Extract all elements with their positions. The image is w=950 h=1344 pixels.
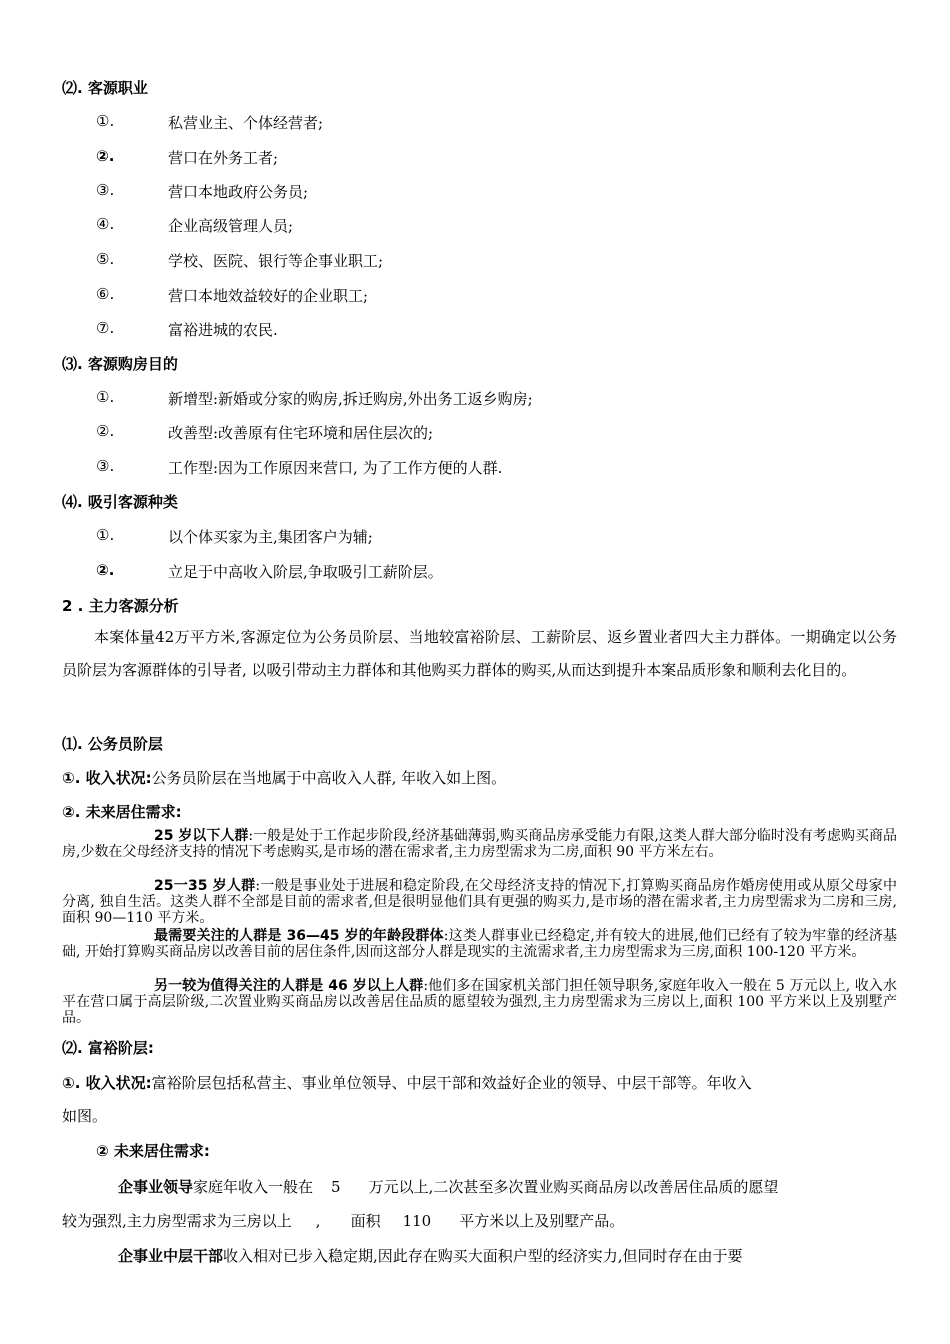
list-marker: ⑦. xyxy=(96,319,115,337)
leader-line-2 xyxy=(62,1210,624,1231)
age-group-under-25 xyxy=(62,828,897,860)
leader-text-e: , xyxy=(315,1212,321,1230)
rich-income-line xyxy=(62,1072,752,1093)
leader-text-b: 5 xyxy=(331,1178,341,1196)
list-marker: ②. xyxy=(96,422,115,440)
leader-text-c: 万元以上,二次甚至多次置业购买商品房以改善居住品质的愿望 xyxy=(368,1178,779,1196)
analysis-paragraph-text: 本案体量42万平方米,客源定位为公务员阶层、当地较富裕阶层、工薪阶层、返乡置业者四大主力群体。一期确定以公务员阶层为客源群体的引导者, 以吸引带动主力群体和其他购买力群体的购买,从而达到提升本案品质形象和顺利去化目的。 xyxy=(62,628,897,679)
list-text: 富裕进城的农民. xyxy=(168,321,278,339)
age-group-label: 最需要关注的人群是 36—45 岁的年龄段群体 xyxy=(154,928,444,944)
list-marker: ①. xyxy=(96,388,115,406)
leader-text-d: 较为强烈,主力房型需求为三房以上 xyxy=(62,1212,292,1230)
list-marker: ④. xyxy=(96,215,115,233)
age-group-46-plus xyxy=(62,978,897,1026)
age-group-label: 25一35 岁人群 xyxy=(154,878,256,894)
rich-income-label: ①. 收入状况: xyxy=(62,1074,152,1092)
list-marker: ③. xyxy=(96,181,115,199)
list-marker: ②. xyxy=(96,147,115,165)
leader-text-a: 家庭年收入一般在 xyxy=(193,1178,314,1196)
section-heading-main-analysis: 2 . 主力客源分析 xyxy=(62,597,179,615)
section-heading-civil-servants: ⑴. 公务员阶层 xyxy=(62,735,163,753)
list-marker: ②. xyxy=(96,561,115,579)
list-marker: ①. xyxy=(96,526,115,544)
list-text: 工作型:因为工作原因来营口, 为了工作方便的人群. xyxy=(168,459,503,477)
age-group-36-45 xyxy=(62,928,897,960)
rich-future-label: ② 未来居住需求: xyxy=(96,1142,210,1160)
civil-future-label: ②. 未来居住需求: xyxy=(62,803,182,821)
section-heading-purpose: ⑶. 客源购房目的 xyxy=(62,355,178,373)
list-text: 企业高级管理人员; xyxy=(168,217,294,235)
mid-manager-text: 收入相对已步入稳定期,因此存在购买大面积户型的经济实力,但同时存在由于要 xyxy=(223,1247,743,1265)
age-group-label: 另一较为值得关注的人群是 46 岁以上人群 xyxy=(154,978,424,994)
list-marker: ①. xyxy=(96,112,115,130)
mid-manager-label: 企事业中层干部 xyxy=(118,1247,224,1265)
leader-text-g: 110 xyxy=(402,1212,432,1230)
list-text: 营口在外务工者; xyxy=(168,149,279,167)
list-text: 立足于中高收入阶层,争取吸引工薪阶层。 xyxy=(168,563,443,581)
leader-text-h: 平方米以上及别墅产品。 xyxy=(459,1212,625,1230)
list-text: 改善型:改善原有住宅环境和居住层次的; xyxy=(168,424,434,442)
list-marker: ⑥. xyxy=(96,285,115,303)
list-marker: ⑤. xyxy=(96,250,115,268)
list-text: 以个体买家为主,集团客户为辅; xyxy=(168,528,373,546)
age-group-text: :他们多在国家机关部门担任领导职务,家庭年收入一般在 5 万元以上, 收入水平在营口属于高层阶级,二次置业购买商品房以改善居住品质的愿望较为强烈,主力房型需求为三房以上,面积 100 平方米以上及别墅产品。 xyxy=(62,978,898,1026)
civil-income-line xyxy=(62,767,506,788)
age-group-label: 25 岁以下人群 xyxy=(154,828,249,844)
list-text: 新增型:新婚或分家的购房,拆迁购房,外出务工返乡购房; xyxy=(168,390,533,408)
leader-line-1 xyxy=(118,1176,778,1197)
civil-income-label: ①. 收入状况: xyxy=(62,769,152,787)
civil-income-text: 公务员阶层在当地属于中高收入人群, 年收入如上图。 xyxy=(151,769,507,787)
list-text: 私营业主、个体经营者; xyxy=(168,114,324,132)
list-text: 营口本地效益较好的企业职工; xyxy=(168,287,369,305)
section-heading-occupation: ⑵. 客源职业 xyxy=(62,79,148,97)
rich-income-continuation: 如图。 xyxy=(62,1107,108,1125)
mid-manager-line xyxy=(118,1245,743,1266)
list-marker: ③. xyxy=(96,457,115,475)
section-heading-customer-type: ⑷. 吸引客源种类 xyxy=(62,493,178,511)
analysis-paragraph xyxy=(62,621,897,687)
leader-text-f: 面积 xyxy=(350,1212,381,1230)
age-group-25-35 xyxy=(62,878,897,926)
list-text: 营口本地政府公务员; xyxy=(168,183,309,201)
list-text: 学校、医院、银行等企事业职工; xyxy=(168,252,384,270)
age-group-text: :一般是处于工作起步阶段,经济基础薄弱,购买商品房承受能力有限,这类人群大部分临时没有考虑购买商品房,少数在父母经济支持的情况下考虑购买,是市场的潜在需求者,主力房型需求为二房,面积 90 平方米左右。 xyxy=(62,828,897,860)
age-group-text: :一般是事业处于进展和稳定阶段,在父母经济支持的情况下,打算购买商品房作婚房使用或从原父母家中分离, 独自生活。这类人群不全部是目前的需求者,但是很明显他们具有更强的购买力,是市场的潜在需求者,主力房型需求为二房和三房,面积 90—110 平方米。 xyxy=(62,878,897,926)
leader-label: 企事业领导 xyxy=(118,1178,194,1196)
age-group-text: :这类人群事业已经稳定,并有较大的进展,他们已经有了较为牢靠的经济基础, 开始打算购买商品房以改善目前的居住条件,因而这部分人群是现实的主流需求者,主力房型需求为三房,面积 100-120 平方米。 xyxy=(62,928,897,960)
section-heading-rich: ⑵. 富裕阶层: xyxy=(62,1039,154,1057)
rich-income-text: 富裕阶层包括私营主、事业单位领导、中层干部和效益好企业的领导、中层干部等。年收入 xyxy=(151,1074,752,1092)
